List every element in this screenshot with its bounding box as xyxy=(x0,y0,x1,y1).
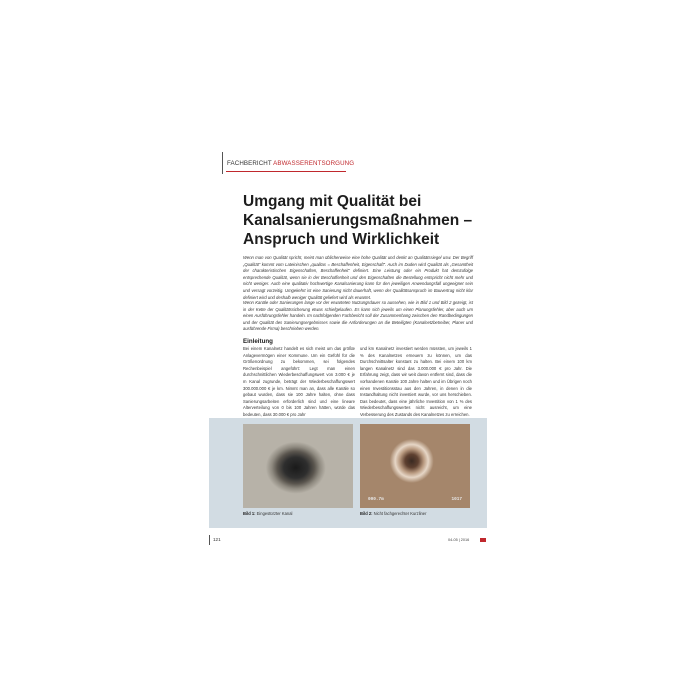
article-intro-2: Wenn Kanäle oder Sanierungen lange vor der erwarteten Nutzungsdauer so aussehen, wie in Bild 1 und Bild 2 gezeigt, ist in der Kette der Qualitätssicherung etwas schiefgelaufen. Es kann sich jeweils um einen Planungsfehler, aber auch um einen Ausführungsfehler handeln. Im nachfolgenden Fachbericht soll der Zusammenhang zwischen den Randbedingungen und der Qualität des Sanierungsergebnisses sowie die Anforderungen an die Beteiligten (Kanalnetzbetreiber, Planer und ausführende Firma) beschrieben werden. xyxy=(243,300,473,332)
publisher-logo-icon xyxy=(480,538,486,542)
figure-caption-2 xyxy=(360,511,426,516)
text-column-right xyxy=(360,346,472,419)
figure-label-1: Bild 1: xyxy=(243,511,256,516)
photo-stamp-right: 1017 xyxy=(451,497,462,502)
figure-caption-text-2: Nicht fachgerechter Kurzliner xyxy=(373,511,427,516)
text-column-left xyxy=(243,338,355,419)
figure-label-2: Bild 2: xyxy=(360,511,373,516)
rubric-category: FACHBERICHT xyxy=(227,160,272,167)
section-heading: Einleitung xyxy=(243,338,273,345)
issue-date: 04-05 | 2016 xyxy=(448,538,470,542)
photo-stamp-left: 000.7m xyxy=(368,497,384,502)
article-intro: Wenn man von Qualität spricht, meint man üblicherweise eine hohe Qualität und denkt an Qualitätssiegel usw. Der Begriff „Qualität“ kommt vom Lateinischen „qualitas = Beschaffenheit, Eigenschaft“. Auch im Duden wird Qualität als „Gesamtheit der charakteristischen Eigenschaften, Beschaffenheit“ definiert. Eine Leistung oder ein Produkt hat demzufolge entsprechende Qualität, wenn sie in der Beschaffenheit und den Eigenschaften die Bestellung entspricht nicht mehr und nicht weniger. Auch eine qualitativ hochwertige Kanalsanierung kann für den jeweiligen Anwendungsfall ungeeignet sein und versagt vorzeitig. Umgekehrt ist eine Sanierung nicht dauerhaft, wenn der Qualitätsanspruch im Bauvertrag nicht klar definiert wird und deshalb weniger Qualität geliefert wird als erwartet. xyxy=(243,255,473,300)
rubric-section: ABWASSERENTSORGUNG xyxy=(273,160,355,167)
figure-caption-1 xyxy=(243,511,292,516)
photo-stamp xyxy=(368,497,462,502)
figure-photo-collapsed-sewer xyxy=(243,424,353,508)
article-title: Umgang mit Qualität bei Kanalsanierungsmaßnahmen – Anspruch und Wirklichkeit xyxy=(243,193,473,248)
column-text-right: und km Kanalnetz investiert werden müssten, um jeweils 1 % des Kanalnetzes erneuern zu können, um das Durchschnittsalter konstant zu halten. Bei einem 100 km langen Kanalnetz sind das 3.000.000 € pro Jahr. Die Erfahrung zeigt, dass wir weit davon entfernt sind, dass die vorhandenen Kanäle 100 Jahre halten und im Übrigen noch einen Investitionsstau aus den Jahren, in denen in die Instandhaltung nicht investiert wurde, vor uns herschieben. Das bedeutet, dass eine jährliche Investition von 1 % des Wiederbeschaffungswertes nicht ausreicht, um eine Verbesserung des Zustands des Kanalnetzes zu erreichen. xyxy=(360,346,472,417)
column-text-left: Bei einem Kanalnetz handelt es sich meist um das größte Anlagevermögen einer Kommune. Um ein Gefühl für die Größenordnung zu bekommen, sei folgendes Rechenbeispiel angeführt: Legt man einen durchschnittlichen Wiederbeschaffungswert von 3.000 € je m Kanal zugrunde, beträgt der Wiederbeschaffungswert 300.000.000 € je km. Nimmt man an, dass alle Kanäle so gebaut wurden, dass sie 100 Jahre halten, ohne dass Sanierungsarbeiten erforderlich sind und eine lineare Alterverteilung von 0 bis 100 Jahren hätten, würde das bedeuten, dass 30.000 € pro Jahr xyxy=(243,346,355,417)
figure-caption-text-1: Eingestürzter Kanal xyxy=(256,511,293,516)
page-number: 121 xyxy=(209,535,221,545)
rubric-underline xyxy=(226,171,346,172)
figure-photo-short-liner xyxy=(360,424,470,508)
